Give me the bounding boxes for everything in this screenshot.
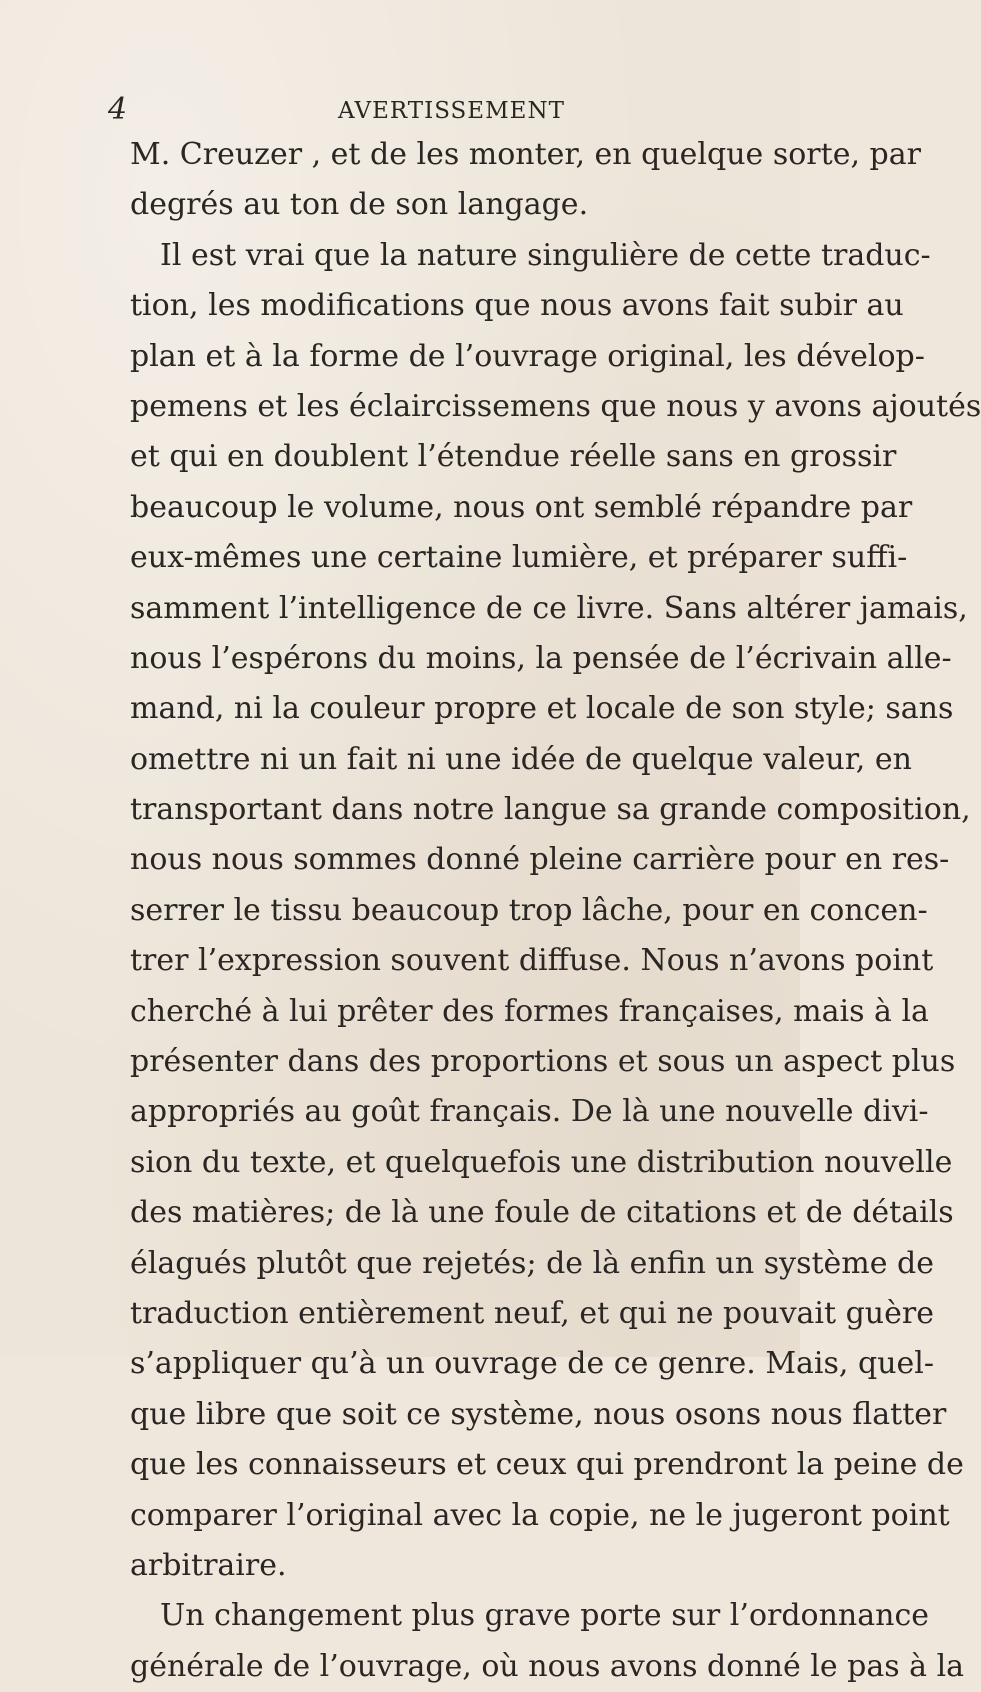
text-line: traduction entièrement neuf, et qui ne pouvait guère (130, 1295, 934, 1331)
text-line: cherché à lui prêter des formes françaises, mais à la (130, 993, 929, 1029)
text-line: pemens et les éclaircissemens que nous y avons ajoutés (130, 388, 981, 424)
text-line: comparer l’original avec la copie, ne le jugeront point (130, 1497, 950, 1533)
text-line: mand, ni la couleur propre et locale de son style; sans (130, 691, 954, 727)
text-line: que les connaisseurs et ceux qui prendront la peine de (130, 1447, 964, 1483)
text-line: s’appliquer qu’à un ouvrage de ce genre. Mais, quel- (130, 1346, 934, 1382)
running-title: AVERTISSEMENT (338, 98, 565, 124)
text-line: élagués plutôt que rejetés; de là enfin un système de (130, 1245, 934, 1281)
text-line: nous nous sommes donné pleine carrière pour en res- (130, 842, 950, 878)
text-line: M. Creuzer , et de les monter, en quelque sorte, par (130, 137, 921, 172)
text-line: arbitraire. (130, 1547, 287, 1583)
text-line: Un changement plus grave porte sur l’ordonnance (160, 1598, 930, 1634)
text-line: et qui en doublent l’étendue réelle sans en grossir (130, 439, 897, 475)
body-text (130, 130, 981, 1692)
text-line: beaucoup le volume, nous ont semblé répandre par (130, 489, 913, 525)
text-line: transportant dans notre langue sa grande composition, (130, 792, 971, 828)
text-line: samment l’intelligence de ce livre. Sans altérer jamais, (130, 590, 968, 626)
text-line: sion du texte, et quelquefois une distribution nouvelle (130, 1144, 953, 1180)
text-line: que libre que soit ce système, nous osons nous flatter (130, 1396, 947, 1432)
text-line: degrés au ton de son langage. (130, 187, 589, 223)
page-header (108, 92, 758, 128)
text-line: présenter dans des proportions et sous un aspect plus (130, 1044, 956, 1080)
page-number: 4 (108, 92, 128, 127)
text-line: serrer le tissu beaucoup trop lâche, pour en concen- (130, 892, 928, 928)
text-line: appropriés au goût français. De là une nouvelle divi- (130, 1094, 929, 1130)
text-line: plan et à la forme de l’ouvrage original, les dévelop- (130, 338, 925, 374)
text-line: trer l’expression souvent diffuse. Nous n’avons point (130, 943, 934, 979)
text-line: des matières; de là une foule de citations et de détails (130, 1195, 954, 1231)
text-line: nous l’espérons du moins, la pensée de l’écrivain alle- (130, 640, 952, 676)
text-line: eux-mêmes une certaine lumière, et préparer suffi- (130, 540, 908, 576)
text-line: tion, les modifications que nous avons fait subir au (130, 288, 904, 324)
text-line: omettre ni un fait ni une idée de quelque valeur, en (130, 741, 912, 777)
text-line: générale de l’ouvrage, où nous avons donné le pas à la (130, 1648, 965, 1684)
text-line: Il est vrai que la nature singulière de cette traduc- (160, 237, 931, 273)
